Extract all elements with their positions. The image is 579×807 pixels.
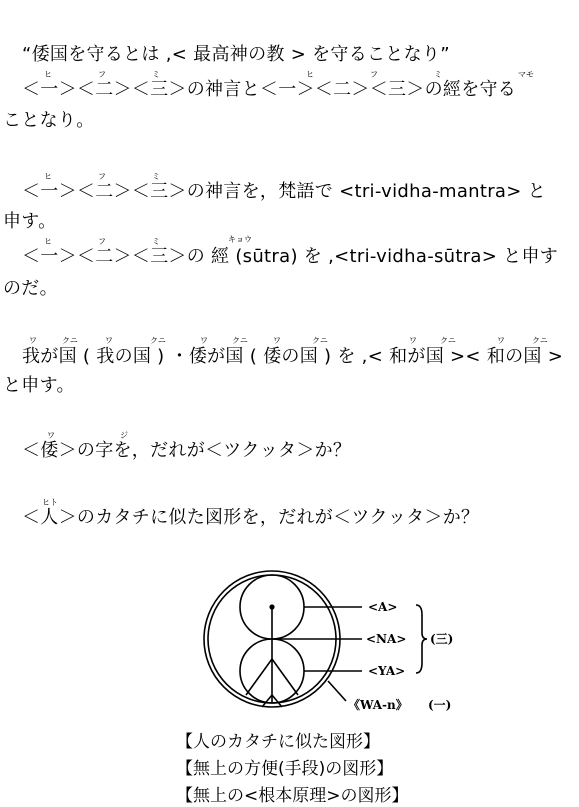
text-line: と申す。 — [3, 375, 75, 396]
furigana: ワ — [273, 336, 281, 345]
label-a: <A> — [368, 600, 398, 614]
furigana: ミ — [152, 172, 160, 181]
text-line: 申す。 — [3, 211, 57, 232]
text-line: 我が国 ( 我の国 ) ・倭が国 ( 倭の国 ) を ,< 和が国 >< 和の国 > — [22, 346, 564, 367]
furigana: ワ — [200, 336, 208, 345]
caption-2: 【無上の方便(手段)の図形】 — [176, 759, 394, 779]
furigana: ヒ — [44, 237, 52, 246]
furigana: フ — [98, 70, 106, 79]
furigana: クニ — [312, 336, 328, 345]
furigana: クニ — [150, 336, 166, 345]
text-line: ＜一＞＜二＞＜三＞の神言を，梵語で <tri-vidha-mantra> と — [22, 181, 546, 202]
right-leg-line — [272, 659, 298, 695]
label-san: (三) — [430, 632, 454, 646]
furigana: クニ — [62, 336, 78, 345]
left-leg-line — [246, 659, 272, 695]
label-wan: 《WA-n》 — [348, 698, 408, 712]
human-shape-diagram — [196, 563, 476, 723]
furigana: クニ — [232, 336, 248, 345]
question-line: ＜人＞のカタチに似た図形を，だれが＜ツクッタ＞か？ — [22, 507, 480, 528]
furigana: マモ — [518, 70, 534, 79]
furigana: ミ — [152, 237, 160, 246]
furigana: ワ — [47, 431, 55, 440]
furigana: ヒ — [44, 70, 52, 79]
furigana: ワ — [409, 336, 417, 345]
pointer-wan — [328, 681, 346, 701]
furigana: フ — [370, 70, 378, 79]
brace-three — [416, 605, 427, 673]
furigana: ヒト — [42, 498, 58, 507]
caption-3: 【無上の<根本原理>の図形】 — [176, 786, 409, 806]
furigana: ワ — [497, 336, 505, 345]
furigana: フ — [98, 172, 106, 181]
furigana: ワ — [105, 336, 113, 345]
furigana: ワ — [29, 336, 37, 345]
furigana: クニ — [532, 336, 548, 345]
furigana: ヒ — [306, 70, 314, 79]
text-line: ことなり。 — [3, 110, 95, 131]
question-line: ＜倭＞の字を，だれが＜ツクッタ＞か？ — [22, 440, 352, 461]
furigana: フ — [98, 237, 106, 246]
text-line: ＜一＞＜二＞＜三＞の 經 (sūtra) を ,<tri-vidha-sūtra> と申す — [22, 246, 559, 267]
text-line: ＜一＞＜二＞＜三＞の神言と＜一＞＜二＞＜三＞の經を守る — [22, 79, 517, 100]
label-ichi: (一) — [428, 698, 452, 712]
furigana: キョウ — [228, 235, 252, 244]
furigana: ヒ — [44, 172, 52, 181]
quote-line: “倭国を守るとは ,< 最高神の教 > を守ることなり” — [22, 44, 450, 65]
text-line: のだ。 — [3, 278, 58, 299]
furigana: ミ — [152, 70, 160, 79]
center-dot — [269, 604, 274, 609]
label-ya: <YA> — [368, 664, 406, 678]
furigana: ジ — [120, 431, 128, 440]
furigana: クニ — [440, 336, 456, 345]
furigana: ミ — [434, 70, 442, 79]
label-na: <NA> — [366, 632, 407, 646]
caption-1: 【人のカタチに似た図形】 — [176, 732, 380, 752]
